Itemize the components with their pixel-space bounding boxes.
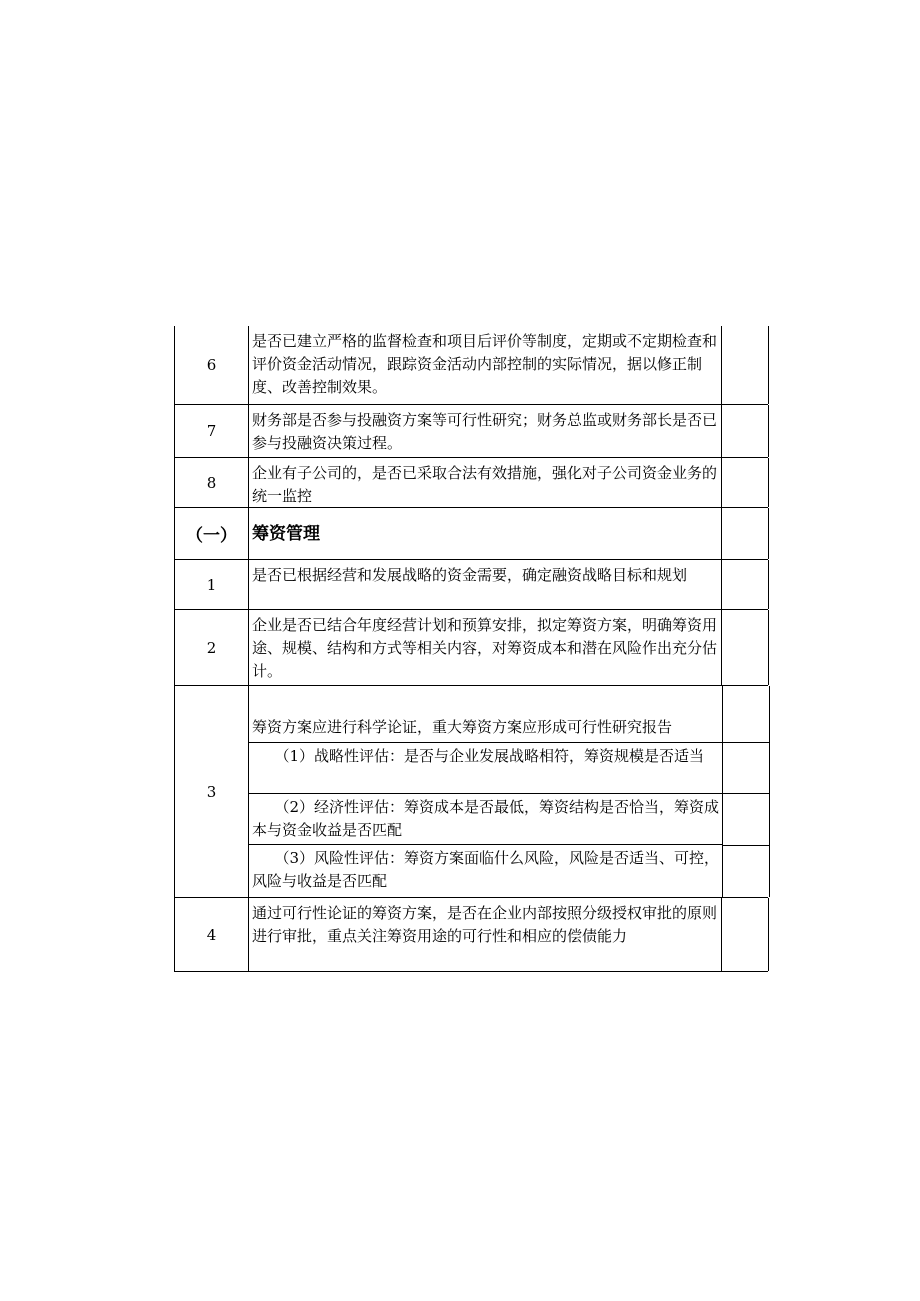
table-row — [174, 898, 768, 972]
result-cell — [722, 326, 769, 404]
row-number: 7 — [174, 405, 249, 457]
result-cell — [722, 508, 769, 559]
section-heading-row — [174, 508, 768, 560]
row-text: 企业是否已结合年度经营计划和预算安排，拟定筹资方案，明确筹资用途、规模、结构和方式等相关内容，对筹资成本和潜在风险作出充分估计。 — [249, 610, 722, 685]
sub-item-group — [249, 686, 723, 897]
result-cell — [723, 846, 769, 897]
row-number: 1 — [174, 560, 249, 609]
row-number: 6 — [174, 326, 249, 404]
result-cell — [722, 898, 769, 971]
result-cell — [722, 458, 769, 507]
row-number: 8 — [174, 458, 249, 507]
table-row — [174, 560, 768, 610]
sub-item: （3）风险性评估：筹资方案面临什么风险，风险是否适当、可控，风险与收益是否匹配 — [252, 849, 720, 890]
table-row — [174, 405, 768, 458]
row-number: 2 — [174, 610, 249, 685]
section-title: 筹资管理 — [249, 508, 722, 559]
table-row — [174, 458, 768, 508]
result-cell — [723, 686, 769, 743]
row-text: 企业有子公司的，是否已采取合法有效措施，强化对子公司资金业务的统一监控 — [249, 458, 722, 507]
row-text: 是否已根据经营和发展战略的资金需要，确定融资战略目标和规划 — [249, 560, 722, 609]
row-number: 4 — [174, 898, 249, 971]
section-number: （一） — [174, 508, 249, 559]
result-cell-group — [723, 686, 770, 897]
result-cell — [722, 405, 769, 457]
sub-item: （1）战略性评估：是否与企业发展战略相符，筹资规模是否适当 — [249, 743, 722, 794]
result-cell — [722, 560, 769, 609]
sub-item: 筹资方案应进行科学论证，重大筹资方案应形成可行性研究报告 — [249, 686, 722, 743]
result-cell — [722, 610, 769, 685]
sub-item: （2）经济性评估：筹资成本是否最低，筹资结构是否恰当，筹资成本与资金收益是否匹配 — [249, 794, 722, 845]
table-row — [174, 326, 768, 405]
row-text: 通过可行性论证的筹资方案，是否在企业内部按照分级授权审批的原则进行审批，重点关注筹资用途的可行性和相应的偿债能力 — [249, 898, 722, 971]
checklist-table — [174, 326, 768, 972]
result-cell — [723, 794, 769, 845]
table-row — [174, 610, 768, 686]
table-row — [174, 686, 768, 898]
row-text: 是否已建立严格的监督检查和项目后评价等制度，定期或不定期检查和评价资金活动情况，跟踪资金活动内部控制的实际情况，据以修正制度、改善控制效果。 — [249, 326, 722, 404]
row-number: 3 — [174, 686, 249, 897]
result-cell — [723, 743, 769, 794]
row-text: 财务部是否参与投融资方案等可行性研究；财务总监或财务部长是否已参与投融资决策过程。 — [249, 405, 722, 457]
